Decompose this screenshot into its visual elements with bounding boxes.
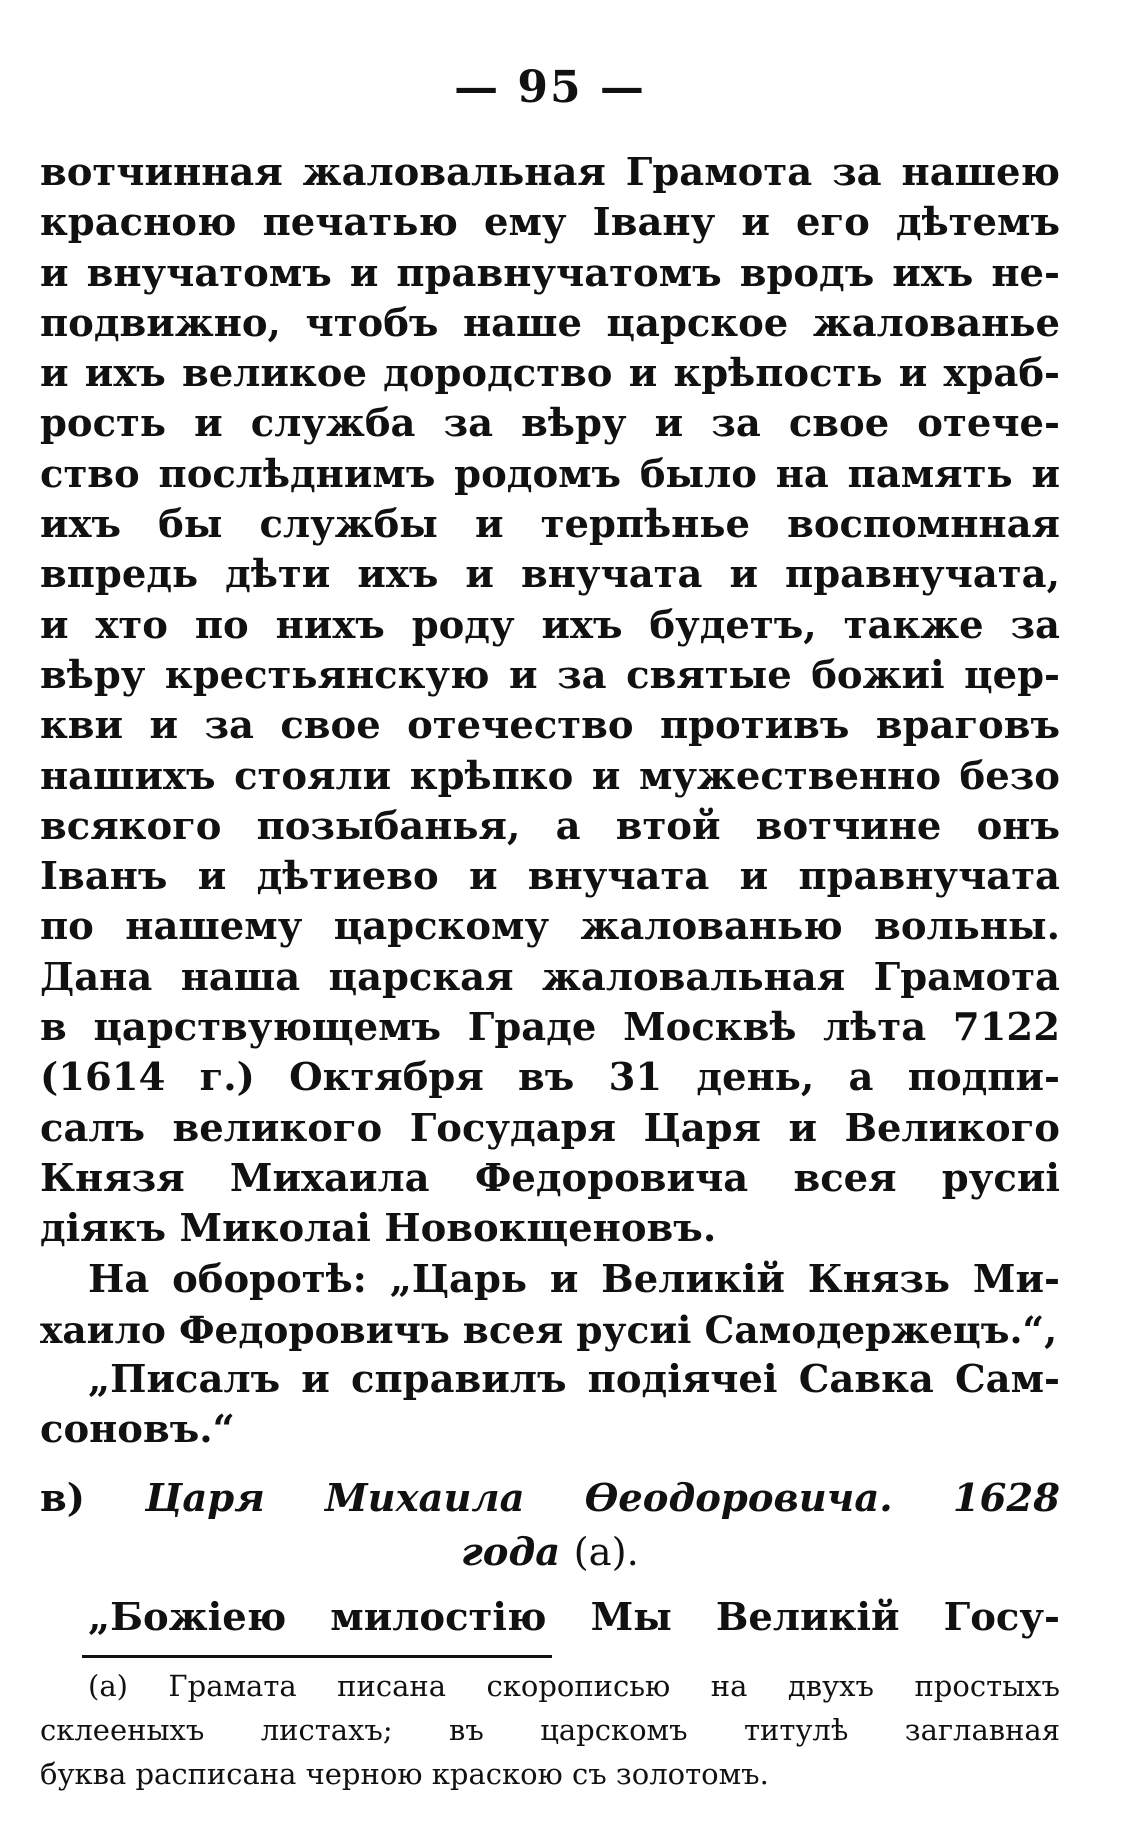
text-line: На оборотѣ: „Царь и Великій Князь Ми- [88, 1256, 1060, 1302]
text-line: (1614 г.) Октября въ 31 день, а подпи- [40, 1055, 1060, 1101]
text-line: нашихъ стояли крѣпко и мужественно безо [40, 753, 1060, 799]
text-line: и хто по нихъ роду ихъ будетъ, также за [40, 602, 1060, 648]
text-line: рость и служба за вѣру и за свое отече- [40, 401, 1060, 447]
footnote-line: буква расписана черною краскою съ золотомъ. [40, 1757, 769, 1791]
text-line: и внучатомъ и правнучатомъ вродъ ихъ не- [40, 250, 1060, 296]
footnote-rule [82, 1655, 552, 1658]
opening-line: „Божіею милостію Мы Великій Госу- [88, 1595, 1060, 1640]
heading-title: Царя Михаила Ѳеодоровича. [145, 1476, 893, 1521]
charter-text [40, 148, 1060, 1456]
text-line: всякого позыбанья, а втой вотчине онъ [40, 803, 1060, 849]
text-line: вѣру крестьянскую и за святые божиі цер- [40, 652, 1060, 698]
text-line: в царствующемъ Граде Москвѣ лѣта 7122 [40, 1005, 1060, 1051]
text-line: хаило Федоровичъ всея русиі Самодержецъ.“, [40, 1307, 1058, 1352]
heading-word: года [461, 1530, 561, 1575]
text-line: Князя Михаила Федоровича всея русиі [40, 1155, 1060, 1201]
text-line: „Писалъ и справилъ подіячеі Савка Сам- [88, 1357, 1060, 1403]
text-line: кви и за свое отечество противъ враговъ [40, 703, 1060, 749]
footnote-mark: (а). [573, 1530, 639, 1575]
footnote-line: (а) Грамата писана скорописью на двухъ простыхъ [88, 1669, 1060, 1703]
text-line: впредь дѣти ихъ и внучата и правнучата, [40, 552, 1060, 598]
section-heading [40, 1472, 1060, 1580]
text-line: діякъ Миколаі Новокщеновъ. [40, 1206, 717, 1252]
text-line: и ихъ великое дородство и крѣпость и храб- [40, 351, 1060, 397]
text-line: вотчинная жаловальная Грамота за нашею [40, 150, 1060, 195]
heading-line-1 [40, 1472, 1060, 1526]
text-line: ство послѣднимъ родомъ было на память и [40, 451, 1060, 497]
text-line: Іванъ и дѣтиево и внучата и правнучата [40, 854, 1060, 900]
text-line: по нашему царскому жалованью вольны. [40, 904, 1060, 950]
text-line: соновъ.“ [40, 1407, 235, 1453]
footnote [40, 1664, 1060, 1796]
footnote-line: склееныхъ листахъ; въ царскомъ титулѣ заглавная [40, 1713, 1060, 1747]
text-line: красною печатью ему Івану и его дѣтемъ [40, 200, 1060, 246]
heading-line-2 [40, 1526, 1060, 1580]
heading-prefix: в) [40, 1476, 85, 1521]
text-line: салъ великого Государя Царя и Великого [40, 1105, 1060, 1151]
page-number: — 95 — [454, 62, 646, 113]
text-line: ихъ бы службы и терпѣнье воспомнная [40, 502, 1060, 548]
text-line: подвижно, чтобъ наше царское жалованье [40, 300, 1060, 346]
book-page [40, 0, 1060, 1844]
text-line: Дана наша царская жаловальная Грамота [40, 954, 1060, 1000]
heading-year: 1628 [952, 1476, 1060, 1521]
